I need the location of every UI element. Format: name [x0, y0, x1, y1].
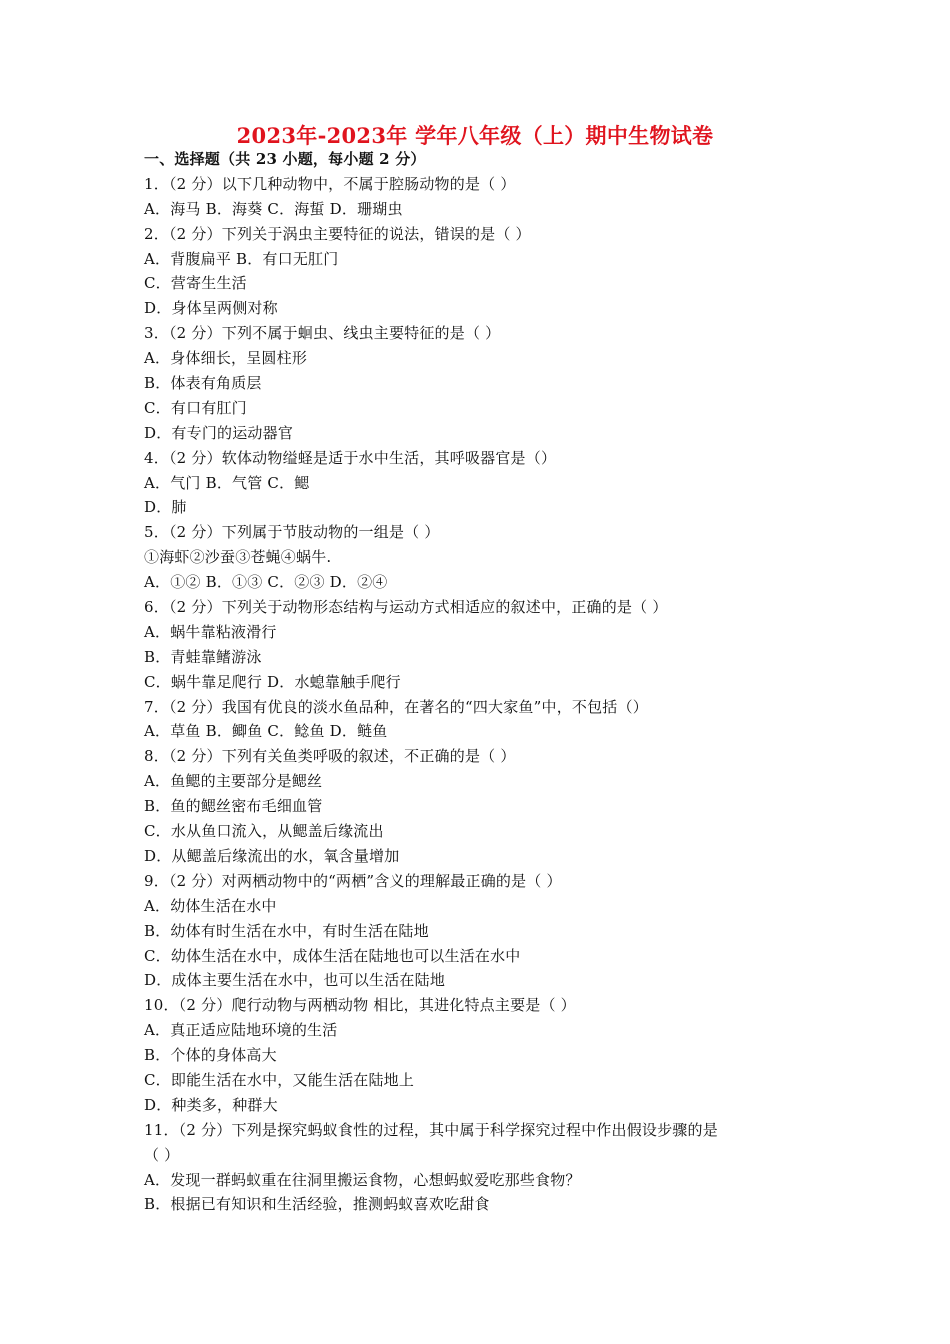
question-list [144, 147, 824, 1217]
option-line: C．蜗牛靠足爬行 D．水螅靠触手爬行 [144, 672, 401, 691]
option-line: D．种类多，种群大 [144, 1095, 278, 1114]
question-line: 5．（2 分）下列属于节肢动物的一组是（ ） [144, 523, 440, 542]
option-line: A．背腹扁平 B．有口无肛门 [144, 249, 339, 268]
question-line: 8．（2 分）下列有关鱼类呼吸的叙述，不正确的是（ ） [144, 747, 516, 766]
option-line: A．发现一群蚂蚁重在往洞里搬运食物，心想蚂蚁爱吃那些食物？ [144, 1170, 581, 1189]
exam-title: 2023年-2023年 学年八年级（上）期中生物试卷 [236, 123, 714, 148]
option-line: A．幼体生活在水中 [144, 896, 277, 915]
option-line: A．真正适应陆地环境的生活 [144, 1021, 338, 1040]
option-line: A．草鱼 B．鲫鱼 C．鲶鱼 D．鲢鱼 [144, 722, 388, 741]
section-heading: 一、选择题（共 23 小题，每小题 2 分） [144, 150, 426, 168]
option-line: C．水从鱼口流入，从鳃盖后缘流出 [144, 822, 384, 841]
option-line: C．营寄生生活 [144, 274, 247, 293]
question-line: 7．（2 分）我国有优良的淡水鱼品种，在著名的“四大家鱼”中，不包括（） [144, 697, 648, 716]
option-line: D．肺 [144, 498, 187, 517]
question-line-continued: （ ） [144, 1145, 180, 1164]
question-line: 9．（2 分）对两栖动物中的“两栖”含义的理解最正确的是（ ） [144, 871, 562, 890]
option-line: B．青蛙靠鳍游泳 [144, 647, 262, 666]
option-line: A．①② B．①③ C．②③ D．②④ [144, 573, 388, 592]
option-line: B．鱼的鳃丝密布毛细血管 [144, 797, 323, 816]
option-line: D．身体呈两侧对称 [144, 299, 278, 318]
question-line: 4．（2 分）软体动物缢蛏是适于水中生活，其呼吸器官是（） [144, 448, 557, 467]
option-line: C．有口有肛门 [144, 398, 247, 417]
option-line: D．有专门的运动器官 [144, 423, 294, 442]
question-stem-line: ①海虾②沙蚕③苍蝇④蜗牛. [144, 548, 332, 567]
option-line: C．幼体生活在水中，成体生活在陆地也可以生活在水中 [144, 946, 521, 965]
option-line: D．成体主要生活在水中，也可以生活在陆地 [144, 971, 446, 990]
option-line: B．根据已有知识和生活经验，推测蚂蚁喜欢吃甜食 [144, 1195, 490, 1214]
question-line: 11．（2 分）下列是探究蚂蚁食性的过程，其中属于科学探究过程中作出假设步骤的是 [144, 1120, 718, 1139]
question-line: 3．（2 分）下列不属于蛔虫、线虫主要特征的是（ ） [144, 324, 501, 343]
option-line: B．体表有角质层 [144, 374, 262, 393]
option-line: A．气门 B．气管 C．鳃 [144, 473, 310, 492]
question-line: 6．（2 分）下列关于动物形态结构与运动方式相适应的叙述中，正确的是（ ） [144, 598, 668, 617]
option-line: A．海马 B．海葵 C．海蜇 D．珊瑚虫 [144, 199, 403, 218]
question-line: 10．（2 分）爬行动物与两栖动物 相比，其进化特点主要是（ ） [144, 996, 576, 1015]
option-line: D．从鳃盖后缘流出的水，氧含量增加 [144, 846, 400, 865]
option-line: A．身体细长，呈圆柱形 [144, 349, 308, 368]
option-line: B．个体的身体高大 [144, 1046, 277, 1065]
option-line: C．即能生活在水中，又能生活在陆地上 [144, 1070, 415, 1089]
option-line: A．蜗牛靠粘液滑行 [144, 622, 277, 641]
question-line: 1．（2 分）以下几种动物中，不属于腔肠动物的是（ ） [144, 174, 516, 193]
question-line: 2．（2 分）下列关于涡虫主要特征的说法，错误的是（ ） [144, 224, 531, 243]
option-line: A．鱼鳃的主要部分是鳃丝 [144, 772, 323, 791]
option-line: B．幼体有时生活在水中，有时生活在陆地 [144, 921, 429, 940]
